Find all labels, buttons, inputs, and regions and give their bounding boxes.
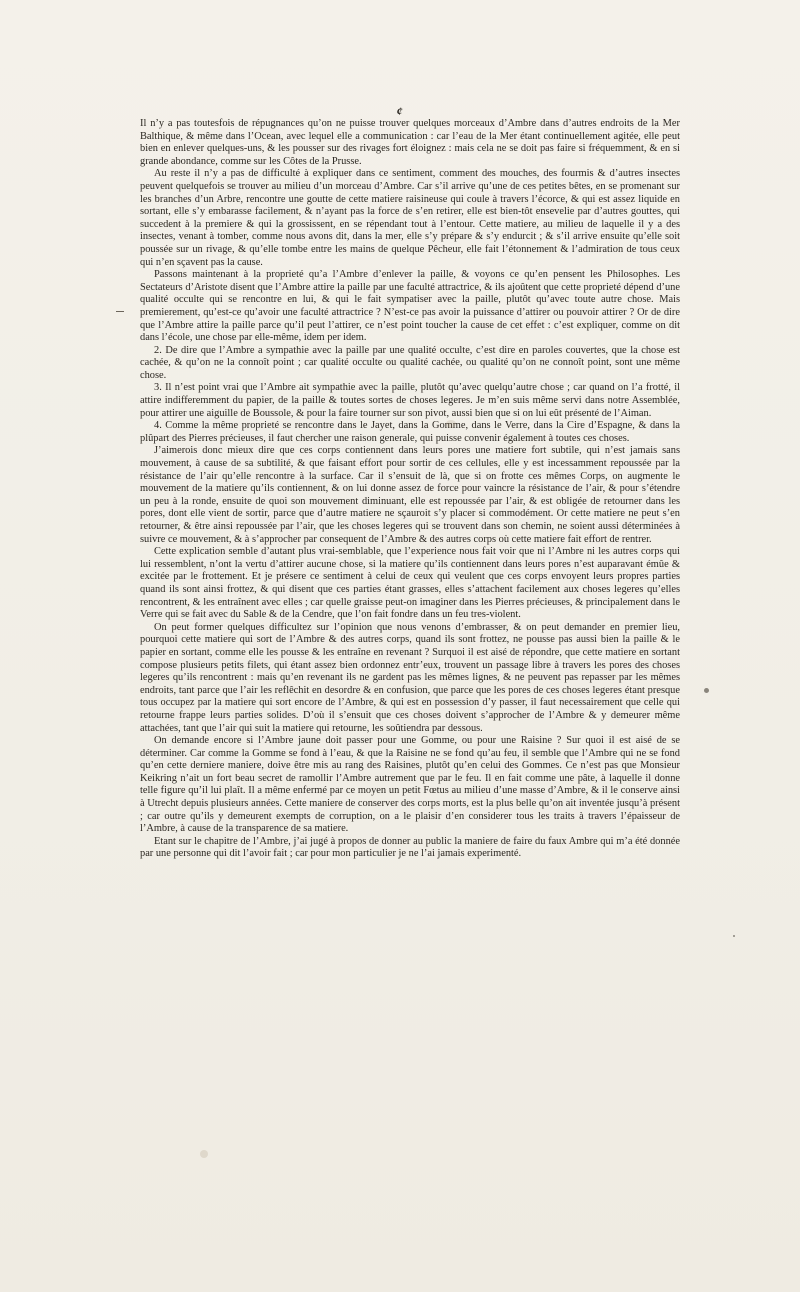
- paragraph: 4. Comme la même proprieté se rencontre dans le Jayet, dans la Gomme, dans le Verre, dans la Cire d’Espagne, & dans la plûpart des Pierres précieuses, il faut chercher une raison generale, qui puisse convenir également à toutes ces choses.: [140, 420, 680, 444]
- paragraph: Etant sur le chapitre de l’Ambre, j’ai jugé à propos de donner au public la maniere de faire du faux Ambre qui m’a été donnée par une personne qui dit l’avoir fait ; car pour mon particulier je ne l’ai jamais experimenté.: [140, 835, 680, 860]
- paragraph: Cette explication semble d’autant plus vrai-semblable, que l’experience nous fait voir que ni l’Ambre ni les autres corps qui lui ressemblent, n’ont la vertu d’attirer aucune chose, si la matiere qu’ils contiennent dans leurs pores n’est auparavant émûe & excitée par le frottement. Et je présere ce sentiment à celui de ceux qui veulent que ces corps envoyent leurs propres parties quand ils sont ainsi frottez, & qui disent que ces parties étant grasses, elles s’attachent facilement aux choses legeres qu’elles rencontrent, & les entraînent avec elles ; car quelle graisse peut-on imaginer dans les Pierres précieuses, & principalement dans le Verre qui se fait avec du Sable & de la Cendre, que l’on fait fondre dans un feu tres-violent.: [140, 546, 680, 621]
- paragraph: Il n’y a pas toutesfois de répugnances qu’on ne puisse trouver quelques morceaux d’Ambre dans d’autres endroits de la Mer Balthique, & même dans l’Ocean, avec lequel elle a communication : car l’eau de la Mer étant continuellement agitée, elle peut bien en enlever quelques-uns, & les pousser sur des rivages fort éloignez : mais cela ne se doit pas faire si fréquemment, & en si grande abondance, comme sur les Côtes de la Prusse.: [140, 118, 680, 167]
- paragraph: J’aimerois donc mieux dire que ces corps contiennent dans leurs pores une matiere fort subtile, qui n’est jamais sans mouvement, à cause de sa subtilité, & que faisant effort pour sortir de ces cellules, elle y est incessamment repoussée par la résistance de l’air qu’elle rencontre à la surface. Car il s’ensuit de là, que si on frotte ces mêmes Corps, on augmente le mouvement de la matiere qu’ils contiennent, & on lui donne assez de force pour vaincre la résistance de l’air, & pour s’étendre un peu à la ronde, ensuite de quoi son mouvement diminuant, elle est repoussée par l’air, & est obligée de retourner dans les pores, dont elle vient de sortir, parce que d’autre matiere ne sçauroit s’y placer si commodément. Or cette matiere ne peut s’en retourner, & être ainsi repoussée par l’air, que les choses legeres qui se trouvent dans son chemin, ne soient aussi déterminées à suivre ce mouvement, & à s’approcher par consequent de l’Ambre & des autres corps où cette matiere fait effort de rentrer.: [140, 445, 680, 545]
- ink-spot: [733, 935, 735, 937]
- ink-spot: [704, 688, 709, 693]
- foxing-stain: [446, 420, 456, 428]
- foxing-stain: [200, 1150, 208, 1158]
- paragraph: 2. De dire que l’Ambre a sympathie avec la paille par une qualité occulte, c’est dire en paroles couvertes, que la chose est cachée, & qu’on ne la connoît point ; car qualité occulte ou qualité cachée, ou qualité qu’on ne connoît point, sont une même chose.: [140, 344, 680, 381]
- paragraph: 3. Il n’est point vrai que l’Ambre ait sympathie avec la paille, plutôt qu’avec quelqu’autre chose ; car quand on l’a frotté, il attire indifferemment du papier, de la paille & toutes sortes de choses legeres. Je m’en suis même servi dans notre Assemblée, pour attirer une aiguille de Boussole, & pour la faire tourner sur son pivot, aussi bien que si on lui eût présenté de l’Aiman.: [140, 382, 680, 419]
- paragraph: On demande encore si l’Ambre jaune doit passer pour une Gomme, ou pour une Raisine ? Sur quoi il est aisé de se déterminer. Car comme la Gomme se fond à l’eau, & que la Raisine ne se fond qu’au feu, il semble que l’Ambre qui ne se fond qu’en cette derniere maniere, doive être mis au rang des Raisines, plutôt qu’en celui des Gommes. Ce n’est pas que Monsieur Keikring n’ait un fort beau secret de ramollir l’Ambre autrement que par le feu. Il en fait comme une pâte, à laquelle il donne telle figure qu’il lui plaît. Il a même enfermé par ce moyen un petit Fœtus au milieu d’une masse d’Ambre, & il le conserve ainsi à Utrecht depuis plusieurs années. Cette maniere de conserver des corps morts, est la plus belle qu’on ait inventée jusqu’à présent ; car outre qu’ils y demeurent exempts de corruption, on a le plaisir d’en considerer tous les traits à travers l’épaisseur de l’Ambre, à cause de la transparence de sa matiere.: [140, 735, 680, 835]
- page-body: [140, 118, 680, 861]
- paragraph: Au reste il n’y a pas de difficulté à expliquer dans ce sentiment, comment des mouches, des fourmis & d’autres insectes peuvent quelquefois se trouver au milieu d’un morceau d’Ambre. Car s’il arrive qu’une de ces petites bêtes, en se promenant sur les branches d’un Arbre, rencontre une goutte de cette matiere raisineuse qui coule à travers l’écorce, & qui est assez liquide en sortant, elle s’y embarasse facilement, & n’ayant pas la force de s’en retirer, elle est bien-tôt ensevelie par d’autres gouttes, qui succedent à la premiere & qui la grossissent, en se répendant tout à l’entour. Cette matiere, au milieu de laquelle il y a des insectes, venant à tomber, comme nous avons dit, dans la mer, elle s’y prépare & s’y endurcit ; & s’il arrive ensuite qu’elle soit poussée sur un rivage, & qu’elle tombe entre les mains de quelque Pêcheur, elle fait l’étonnement & l’admiration de tous ceux qui n’en sçavent pas la cause.: [140, 168, 680, 268]
- margin-mark: [116, 311, 124, 312]
- paragraph: On peut former quelques difficultez sur l’opinion que nous venons d’embrasser, & on peut demander en premier lieu, pourquoi cette matiere qui sort de l’Ambre & des autres corps, quand ils sont frottez, ne pousse pas aussi bien la paille & le papier en sortant, comme elle les pousse & les entraîne en revenant ? Surquoi il est aisé de répondre, que cette matiere en sortant compose plusieurs petits filets, qui étant assez bien ordonnez entr’eux, trouvent un passage libre à travers les pores des choses legeres qu’ils rencontrent : mais qu’en revenant ils ne gardent pas les mêmes lignes, & ne peuvent pas repasser par les mêmes endroits, tant parce que l’air les reflêchit en desordre & en confusion, que parce que les pores de ces choses legeres étant presque tous occupez par la matiere qui sort encore de l’Ambre, & qui est en possession d’y passer, il faut necessairement que celle qui retourne frappe leurs parties solides. D’où il s’ensuit que ces choses doivent s’approcher de l’Ambre & y demeurer même attachées, tant que l’air qui suit la matiere qui retourne, les soûtiendra par dessous.: [140, 621, 680, 734]
- page-folio: ¢: [396, 104, 404, 118]
- paragraph: Passons maintenant à la proprieté qu’a l’Ambre d’enlever la paille, & voyons ce qu’en pensent les Philosophes. Les Sectateurs d’Aristote disent que l’Ambre attire la paille par une faculté attractrice, & ils ajoûtent que cette proprieté dépend d’une qualité occulte qui se rencontre en lui, & qui le fait sympatiser avec la paille, plutôt qu’avec toute autre chose. Mais premierement, qu’est-ce qu’avoir une faculté attractrice ? N’est-ce pas avoir la puissance d’attirer ou pouvoir attirer ? Or de dire que l’Ambre attire la paille parce qu’il peut l’attirer, ce n’est point toucher la cause de cet effet : c’est expliquer, comme on dit dans l’école, une chose par elle-même, idem per idem.: [140, 269, 680, 344]
